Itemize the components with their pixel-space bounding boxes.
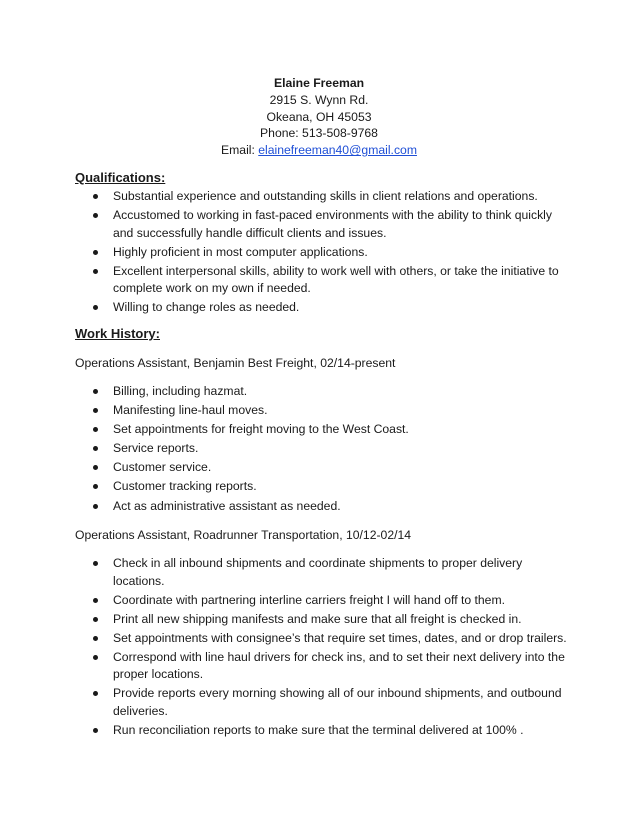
list-item-text: Run reconciliation reports to make sure that the terminal delivered at 100% . bbox=[113, 723, 524, 738]
list-item bbox=[0, 611, 638, 629]
list-item bbox=[0, 207, 638, 242]
street-address: 2915 S. Wynn Rd. bbox=[269, 92, 369, 107]
list-item bbox=[0, 459, 638, 477]
bullet-icon bbox=[93, 484, 98, 489]
list-item-text: Set appointments with consignee’s that require set times, dates, and or drop trailers. bbox=[113, 630, 567, 645]
list-item bbox=[0, 402, 638, 420]
list-item bbox=[0, 299, 638, 317]
bullet-icon bbox=[93, 389, 98, 394]
list-item bbox=[0, 592, 638, 610]
bullet-icon bbox=[93, 269, 98, 274]
list-item bbox=[0, 722, 638, 740]
list-item bbox=[0, 263, 638, 298]
job-title: Operations Assistant, Roadrunner Transportation, 10/12-02/14 bbox=[75, 528, 412, 542]
list-item-text: Set appointments for freight moving to the West Coast. bbox=[113, 422, 409, 437]
list-item-text: Excellent interpersonal skills, ability to work well with others, or take the initiative to complete work on my own if needed. bbox=[113, 263, 559, 296]
list-item-text: Act as administrative assistant as needed. bbox=[113, 498, 341, 513]
bullet-icon bbox=[93, 250, 98, 255]
bullet-icon bbox=[93, 465, 98, 470]
list-item-text: Check in all inbound shipments and coordinate shipments to proper delivery locations. bbox=[113, 556, 523, 588]
list-item-text: Substantial experience and outstanding skills in client relations and operations. bbox=[113, 189, 538, 203]
email-line bbox=[0, 142, 638, 159]
list-item-text: Billing, including hazmat. bbox=[113, 384, 248, 398]
qualifications-heading: Qualifications: bbox=[75, 170, 166, 185]
applicant-name: Elaine Freeman bbox=[273, 76, 365, 90]
list-item bbox=[0, 244, 638, 262]
list-item bbox=[0, 478, 638, 496]
list-item bbox=[0, 555, 638, 590]
job-title: Operations Assistant, Benjamin Best Freight, 02/14-present bbox=[75, 356, 396, 370]
bullet-icon bbox=[93, 636, 98, 641]
city-state-zip: Okeana, OH 45053 bbox=[266, 109, 372, 124]
bullet-icon bbox=[93, 305, 98, 310]
bullet-icon bbox=[93, 691, 98, 696]
list-item-text: Customer service. bbox=[113, 460, 212, 475]
bullet-icon bbox=[93, 655, 98, 660]
list-item bbox=[0, 383, 638, 401]
list-item-text: Customer tracking reports. bbox=[113, 479, 257, 494]
bullet-icon bbox=[93, 504, 98, 509]
list-item bbox=[0, 649, 638, 684]
list-item-text: Manifesting line-haul moves. bbox=[113, 403, 268, 418]
bullet-icon bbox=[93, 408, 98, 413]
list-item bbox=[0, 498, 638, 516]
list-item bbox=[0, 188, 638, 206]
bullet-icon bbox=[93, 561, 98, 566]
qualifications-list bbox=[0, 188, 638, 318]
work-history-heading: Work History: bbox=[75, 326, 160, 341]
list-item bbox=[0, 685, 638, 720]
list-item-text: Service reports. bbox=[113, 441, 199, 456]
bullet-icon bbox=[93, 213, 98, 218]
bullet-icon bbox=[93, 427, 98, 432]
list-item-text: Willing to change roles as needed. bbox=[113, 300, 300, 315]
list-item-text: Print all new shipping manifests and make sure that all freight is checked in. bbox=[113, 611, 522, 626]
bullet-icon bbox=[93, 728, 98, 733]
list-item-text: Coordinate with partnering interline carriers freight I will hand off to them. bbox=[113, 592, 505, 607]
job-duties-list bbox=[0, 383, 638, 517]
bullet-icon bbox=[93, 598, 98, 603]
list-item bbox=[0, 440, 638, 458]
email-label: Email: bbox=[221, 143, 259, 158]
list-item-text: Provide reports every morning showing all of our inbound shipments, and outbound deliveries. bbox=[113, 686, 562, 718]
contact-header bbox=[0, 75, 638, 159]
email-link[interactable]: elainefreeman40@gmail.com bbox=[258, 143, 417, 158]
phone-number: Phone: 513-508-9768 bbox=[260, 126, 378, 141]
job-duties-list bbox=[0, 555, 638, 741]
bullet-icon bbox=[93, 446, 98, 451]
list-item bbox=[0, 630, 638, 648]
list-item-text: Accustomed to working in fast-paced environments with the ability to think quickly and successfully handle difficult clients and issues. bbox=[113, 208, 552, 240]
list-item-text: Correspond with line haul drivers for check ins, and to set their next delivery into the proper locations. bbox=[113, 649, 565, 682]
list-item-text: Highly proficient in most computer applications. bbox=[113, 244, 368, 259]
bullet-icon bbox=[93, 617, 98, 622]
bullet-icon bbox=[93, 194, 98, 199]
list-item bbox=[0, 421, 638, 439]
